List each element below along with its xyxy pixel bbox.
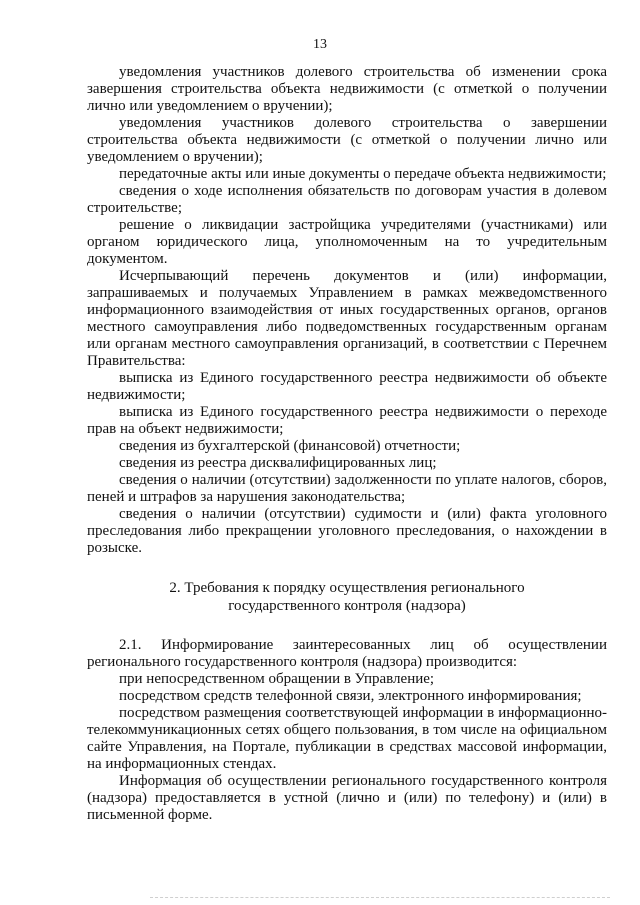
footer-divider <box>150 897 610 899</box>
paragraph: посредством размещения соответствующей информации в информационно-телекоммуникационных сетях общего пользования, в том числе на официальном сайте Управления, на Портале, публикации в средствах массовой информации, на информационных стендах. <box>87 705 607 772</box>
section-heading-line-2: государственного контроля (надзора) <box>228 598 466 614</box>
paragraph: 2.1. Информирование заинтересованных лиц об осуществлении регионального государственного контроля (надзора) производится: <box>87 637 607 670</box>
paragraph: посредством средств телефонной связи, электронного информирования; <box>119 688 582 704</box>
paragraph: Исчерпывающий перечень документов и (или) информации, запрашиваемых и получаемых Управлением в рамках межведомственного информационного взаимодействия от иных государственных органов, органов местного самоуправления либо подведомственных государственным органам или органам местного самоуправления организаций, в соответствии с Перечнем Правительства: <box>87 268 607 369</box>
paragraph: выписка из Единого государственного реестра недвижимости о переходе прав на объект недвижимости; <box>87 404 607 437</box>
paragraph: сведения о наличии (отсутствии) задолженности по уплате налогов, сборов, пеней и штрафов за нарушения законодательства; <box>87 472 607 505</box>
paragraph: решение о ликвидации застройщика учредителями (участниками) или органом юридического лица, уполномоченным на то учредительным документом. <box>87 217 607 267</box>
paragraph: сведения из бухгалтерской (финансовой) отчетности; <box>119 438 461 454</box>
section-heading <box>87 579 607 615</box>
document-body <box>87 64 607 824</box>
paragraph: Информация об осуществлении регионального государственного контроля (надзора) предоставляется в устной (лично и (или) по телефону) и (или) в письменной форме. <box>87 773 607 823</box>
page-number: 13 <box>313 37 327 52</box>
paragraph: сведения о наличии (отсутствии) судимости и (или) факта уголовного преследования либо прекращении уголовного преследования, о нахождении в розыске. <box>87 506 607 556</box>
paragraph: сведения из реестра дисквалифицированных лиц; <box>119 455 437 471</box>
paragraph: передаточные акты или иные документы о передаче объекта недвижимости; <box>119 166 607 182</box>
paragraph: уведомления участников долевого строительства об изменении срока завершения строительства объекта недвижимости (с отметкой о получении лично или уведомлением о вручении); <box>87 64 607 114</box>
paragraph: уведомления участников долевого строительства о завершении строительства объекта недвижимости (с отметкой о получении лично или уведомлением о вручении); <box>87 115 607 165</box>
section-heading-line-1: 2. Требования к порядку осуществления регионального <box>169 580 525 596</box>
paragraph: выписка из Единого государственного реестра недвижимости об объекте недвижимости; <box>87 370 607 403</box>
paragraph: при непосредственном обращении в Управление; <box>119 671 435 687</box>
paragraph: сведения о ходе исполнения обязательств по договорам участия в долевом строительстве; <box>87 183 607 216</box>
